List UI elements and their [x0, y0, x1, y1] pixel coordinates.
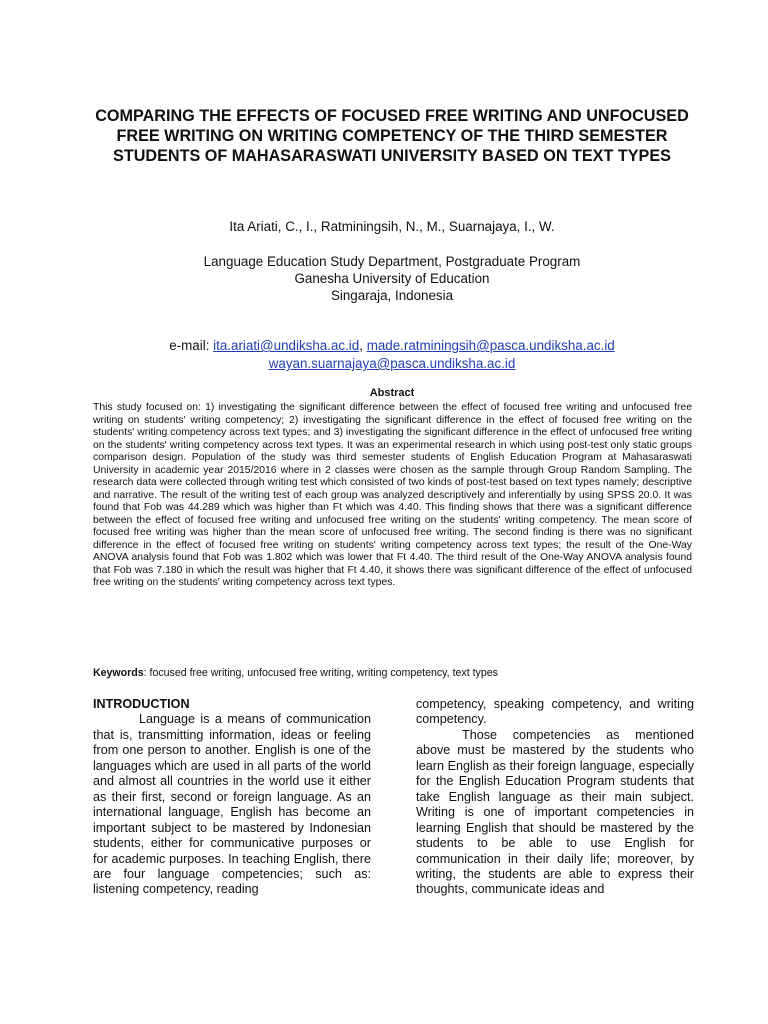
- introduction-heading: INTRODUCTION: [93, 697, 190, 711]
- column-left: [93, 697, 371, 898]
- keywords-label: Keywords: [93, 667, 144, 679]
- affiliation-department: Language Education Study Department, Postgraduate Program: [203, 254, 581, 269]
- affiliation: [92, 253, 692, 304]
- abstract-text: This study focused on: 1) investigating the significant difference between the effect of focused free writing and unfocused free writing on students' writing competency; 2) investigating the significant difference in the effect of focused free writing on the students' writing competency across text types; and 3) investigating the significant difference in the effect of unfocused free writing on the students' writing competency across text types. It was an experimental research in which using post-test only static groups comparison design. Population of the study was third semester students of English Education Program at Mahasaraswati University in academic year 2015/2016 where in 2 classes were chosen as the sample through Group Random Sampling. The research data were collected through writing test which consisted of two kinds of post-test based on text types namely; descriptive and narrative. The result of the writing test of each group was analyzed descriptively and inferentially by using SPSS 20.0. It was found that Fob was 44.289 which was higher than Ft which was 4.40. This finding shows that there was a significant difference between the effect of focused free writing and unfocused free writing on the students' writing competency. The mean score of focused free writing was higher than the mean score of unfocused free writing. The second finding is there was no significant difference in the effect of focused free writing on students' writing competency across text types; the result of the One-Way ANOVA analysis found that Fob was 1.802 which was lower that Ft 4.40. The third result of the One-Way ANOVA analysis found that Fob was 7.180 in which the result was higher that Ft 4.40, it shows there was significant difference of the effect of unfocused free writing on the students' writing competency across text types.: [93, 402, 692, 588]
- paper-title: COMPARING THE EFFECTS OF FOCUSED FREE WRITING AND UNFOCUSED FREE WRITING ON WRITING COMPETENCY OF THE THIRD SEMESTER STUDENTS OF MAHASARASWATI UNIVERSITY BASED ON TEXT TYPES: [95, 107, 689, 165]
- introduction-paragraph-1: Language is a means of communication that is, transmitting information, ideas or feeling from one person to another. English is one of the languages which are used in all parts of the world and almost all countries in the world use it either as their first, second or foreign language. As an international language, English has become an important subject to be mastered by Indonesian students, either for communicative purposes or for academic purposes. In teaching English, there are four language competencies; such as: listening competency, reading: [93, 712, 371, 897]
- affiliation-university: Ganesha University of Education: [294, 271, 490, 286]
- keywords-line: [93, 667, 692, 680]
- email-separator: ,: [359, 338, 367, 353]
- email-link-suarnajaya[interactable]: wayan.suarnajaya@pasca.undiksha.ac.id: [268, 356, 516, 371]
- email-link-ariati[interactable]: ita.ariati@undiksha.ac.id: [213, 338, 360, 353]
- email-link-ratminingsih[interactable]: made.ratminingsih@pasca.undiksha.ac.id: [366, 338, 615, 353]
- author-list: Ita Ariati, C., I., Ratminingsih, N., M., Suarnajaya, I., W.: [229, 219, 555, 234]
- introduction-continuation: competency, speaking competency, and writing competency.: [416, 697, 694, 727]
- affiliation-location: Singaraja, Indonesia: [330, 288, 454, 303]
- email-block: [92, 337, 692, 373]
- introduction-paragraph-2: Those competencies as mentioned above must be mastered by the students who learn English as their foreign language, especially for the English Education Program students that take English language as their main subject. Writing is one of important competencies in learning English that should be mastered by the students to be able to use English for communication in their daily life; moreover, by writing, the students are able to express their thoughts, communicate ideas and: [416, 727, 694, 897]
- email-line-1: [92, 337, 692, 355]
- keywords-list: : focused free writing, unfocused free writing, writing competency, text types: [143, 667, 498, 679]
- email-line-2: [92, 355, 692, 373]
- column-right: [416, 697, 694, 898]
- abstract-heading: Abstract: [369, 387, 415, 399]
- email-label: e-mail:: [169, 338, 214, 353]
